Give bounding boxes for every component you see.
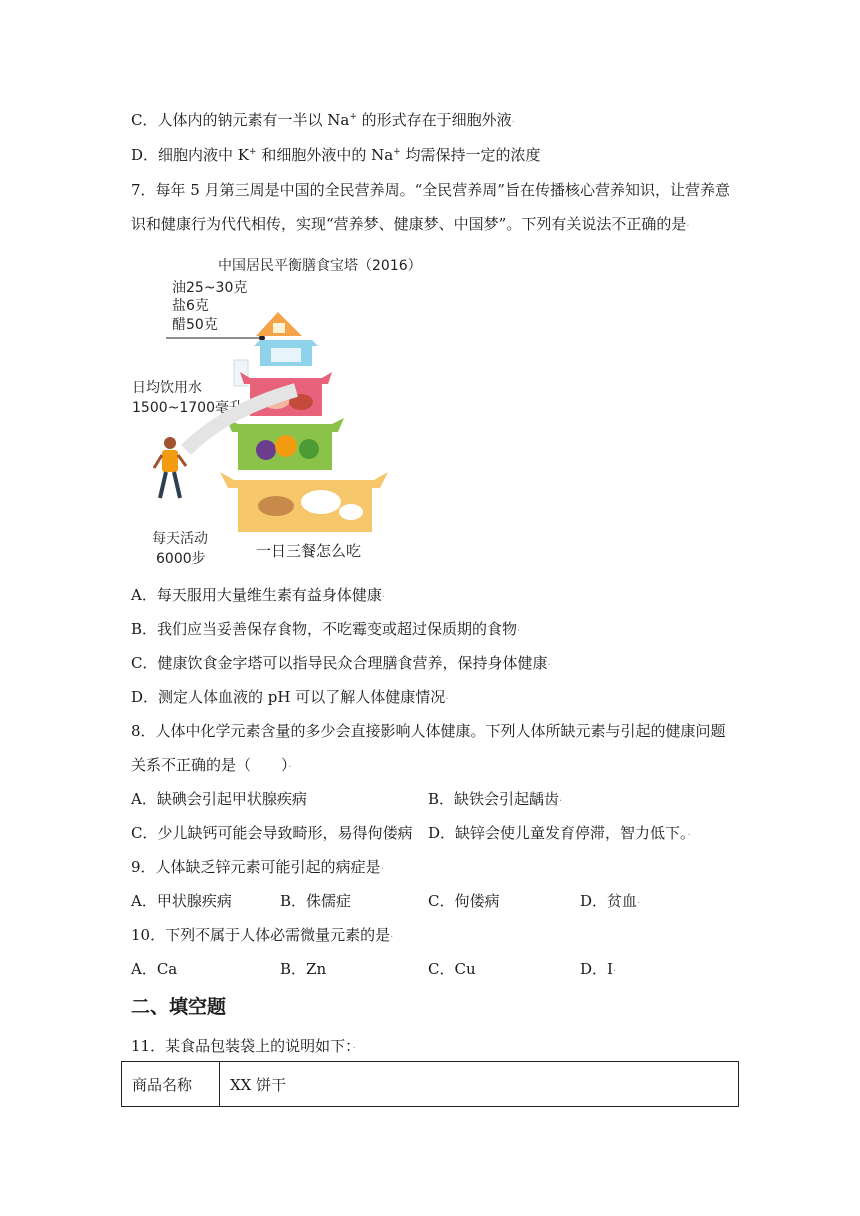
- figure-water-l2: 1500~1700毫升: [132, 400, 243, 416]
- figure-water-l1: 日均饮用水: [132, 380, 202, 396]
- q8-option-b: B．缺铁会引起龋齿·: [428, 790, 563, 808]
- section-title: 二、填空题: [131, 996, 227, 1018]
- q6-option-c: C．人体内的钠元素有一半以 Na+ 的形式存在于细胞外液·: [131, 111, 515, 129]
- table-row: [122, 1062, 739, 1107]
- table-header-cell: 商品名称: [122, 1062, 220, 1107]
- figure-activity-l2: 6000步: [156, 551, 206, 567]
- figure-oil: 油25~30克: [172, 280, 248, 296]
- q8-stem-line2: 关系不正确的是（ ）·: [131, 756, 292, 774]
- q7-option-b: B．我们应当妥善保存食物，不吃霉变或超过保质期的食物·: [131, 620, 521, 638]
- q8-stem-line1: 8．人体中化学元素含量的多少会直接影响人体健康。下列人体所缺元素与引起的健康问题: [131, 722, 726, 740]
- figure-title: 中国居民平衡膳食宝塔（2016）: [218, 258, 422, 274]
- q10-option-d: D．I·: [580, 960, 617, 978]
- q10-option-b: B．Zn: [280, 960, 327, 978]
- q8-option-d: D．缺锌会使儿童发育停滞，智力低下。·: [428, 824, 691, 842]
- figure-salt: 盐6克: [172, 298, 209, 314]
- food-pyramid-figure: [126, 250, 426, 570]
- q8-option-a: A．缺碘会引起甲状腺疾病: [131, 790, 307, 808]
- product-info-table: [121, 1061, 739, 1107]
- food-pyramid-illustration: [126, 250, 426, 570]
- q9-option-d: D．贫血·: [580, 892, 641, 910]
- table-value-cell: XX 饼干: [220, 1062, 739, 1107]
- q10-stem: 10．下列不属于人体必需微量元素的是·: [131, 926, 394, 944]
- q9-option-a: A．甲状腺疾病: [131, 892, 232, 910]
- q6-option-d: D．细胞内液中 K+ 和细胞外液中的 Na+ 均需保持一定的浓度: [131, 146, 541, 164]
- q9-option-b: B．侏儒症: [280, 892, 352, 910]
- q7-stem-line1: 7．每年 5 月第三周是中国的全民营养周。“全民营养周”旨在传播核心营养知识，让营养意: [131, 181, 730, 199]
- q10-option-a: A．Ca: [131, 960, 178, 978]
- figure-vinegar: 醋50克: [172, 317, 218, 333]
- q7-option-a: A．每天服用大量维生素有益身体健康·: [131, 586, 386, 604]
- q7-stem-line2: 识和健康行为代代相传，实现“营养梦、健康梦、中国梦”。下列有关说法不正确的是·: [131, 215, 690, 233]
- figure-caption: 一日三餐怎么吃: [256, 542, 362, 560]
- q9-stem: 9．人体缺乏锌元素可能引起的病症是·: [131, 858, 384, 876]
- q10-option-c: C．Cu: [428, 960, 476, 978]
- q9-option-c: C．佝偻病: [428, 892, 500, 910]
- figure-activity-l1: 每天活动: [152, 531, 208, 547]
- q7-option-d: D．测定人体血液的 pH 可以了解人体健康情况·: [131, 688, 449, 706]
- q11-stem: 11．某食品包装袋上的说明如下：·: [131, 1037, 356, 1055]
- q7-option-c: C．健康饮食金字塔可以指导民众合理膳食营养，保持身体健康·: [131, 654, 551, 672]
- q8-option-c: C．少儿缺钙可能会导致畸形，易得佝偻病: [131, 824, 413, 842]
